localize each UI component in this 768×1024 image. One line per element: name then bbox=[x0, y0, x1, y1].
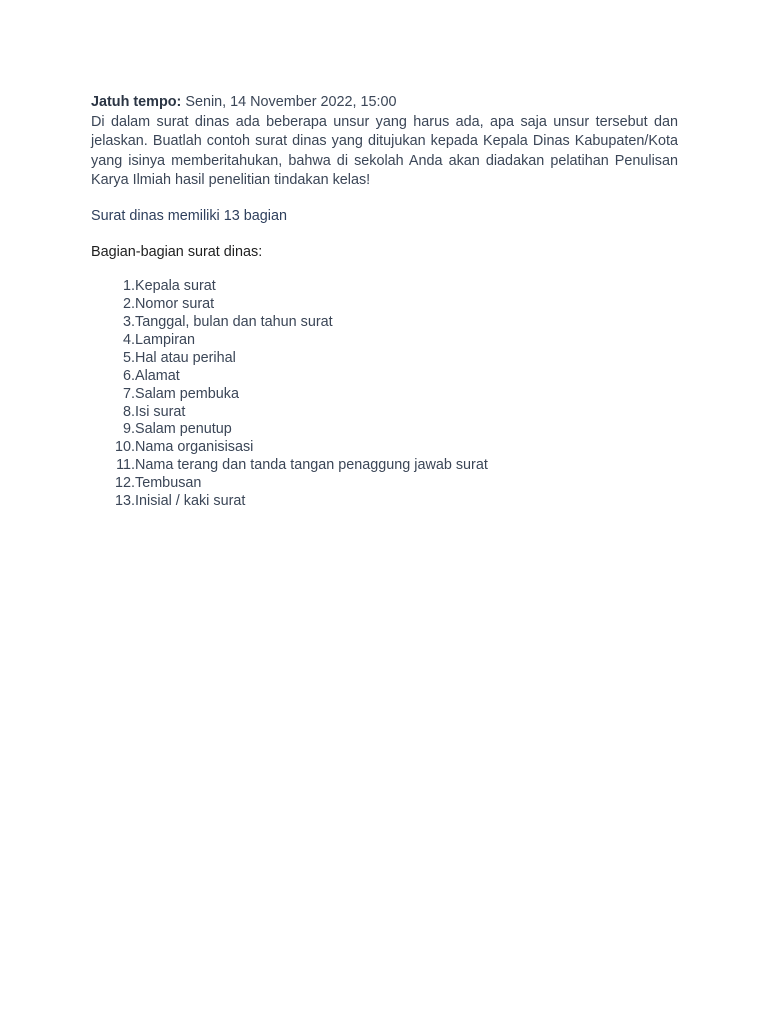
list-item-number: 8. bbox=[122, 403, 135, 420]
list-item-number: 9. bbox=[122, 421, 135, 438]
list-item-number: 12. bbox=[114, 475, 135, 492]
list-item-label: Lampiran bbox=[135, 331, 195, 348]
list-item-label: Tanggal, bulan dan tahun surat bbox=[135, 313, 333, 330]
list-item-number: 11. bbox=[116, 457, 135, 474]
list-item-number: 7. bbox=[122, 385, 135, 402]
due-date-line bbox=[91, 93, 678, 113]
list-item bbox=[91, 404, 678, 422]
list-item-label: Kepala surat bbox=[135, 278, 216, 295]
list-item-number: 4. bbox=[122, 331, 135, 348]
list-item bbox=[91, 350, 678, 368]
list-item-number: 5. bbox=[122, 349, 135, 366]
list-item-label: Tembusan bbox=[135, 475, 202, 492]
list-item-number: 2. bbox=[122, 296, 135, 313]
list-item-label: Inisial / kaki surat bbox=[135, 493, 246, 510]
list-item-number: 1. bbox=[122, 278, 135, 295]
list-item-label: Alamat bbox=[135, 367, 180, 384]
list-item bbox=[91, 457, 678, 475]
list-item bbox=[91, 296, 678, 314]
due-date-value: Senin, 14 November 2022, 15:00 bbox=[181, 94, 397, 110]
answer-summary: Surat dinas memiliki 13 bagian bbox=[91, 207, 287, 224]
list-item-number: 6. bbox=[122, 367, 135, 384]
list-item-number: 3. bbox=[122, 313, 135, 330]
list-item bbox=[91, 421, 678, 439]
list-item-number: 13. bbox=[114, 493, 135, 510]
list-item bbox=[91, 439, 678, 457]
due-date-label: Jatuh tempo: bbox=[91, 94, 182, 110]
parts-list bbox=[91, 278, 678, 511]
list-item-label: Isi surat bbox=[135, 403, 186, 420]
list-item bbox=[91, 386, 678, 404]
document-page bbox=[91, 93, 678, 511]
list-item-label: Salam penutup bbox=[135, 421, 232, 438]
list-item-number: 10. bbox=[114, 439, 135, 456]
list-item bbox=[91, 368, 678, 386]
list-item-label: Nama organisisasi bbox=[135, 439, 254, 456]
list-item bbox=[91, 493, 678, 511]
list-item bbox=[91, 314, 678, 332]
assignment-instructions: Di dalam surat dinas ada beberapa unsur yang harus ada, apa saja unsur tersebut dan jelaskan. Buatlah contoh surat dinas yang ditujukan kepada Kepala Dinas Kabupaten/Kota yang isinya memberitahukan, bahwa di sekolah Anda akan diadakan pelatihan Penulisan Karya Ilmiah hasil penelitian tindakan kelas! bbox=[91, 113, 678, 189]
parts-list-heading: Bagian-bagian surat dinas: bbox=[91, 243, 263, 260]
list-item-label: Hal atau perihal bbox=[135, 349, 236, 366]
list-item bbox=[91, 332, 678, 350]
list-item bbox=[91, 278, 678, 296]
list-item-label: Nomor surat bbox=[135, 296, 215, 313]
list-item-label: Nama terang dan tanda tangan penaggung jawab surat bbox=[135, 457, 488, 474]
list-item-label: Salam pembuka bbox=[135, 385, 239, 402]
list-item bbox=[91, 475, 678, 493]
